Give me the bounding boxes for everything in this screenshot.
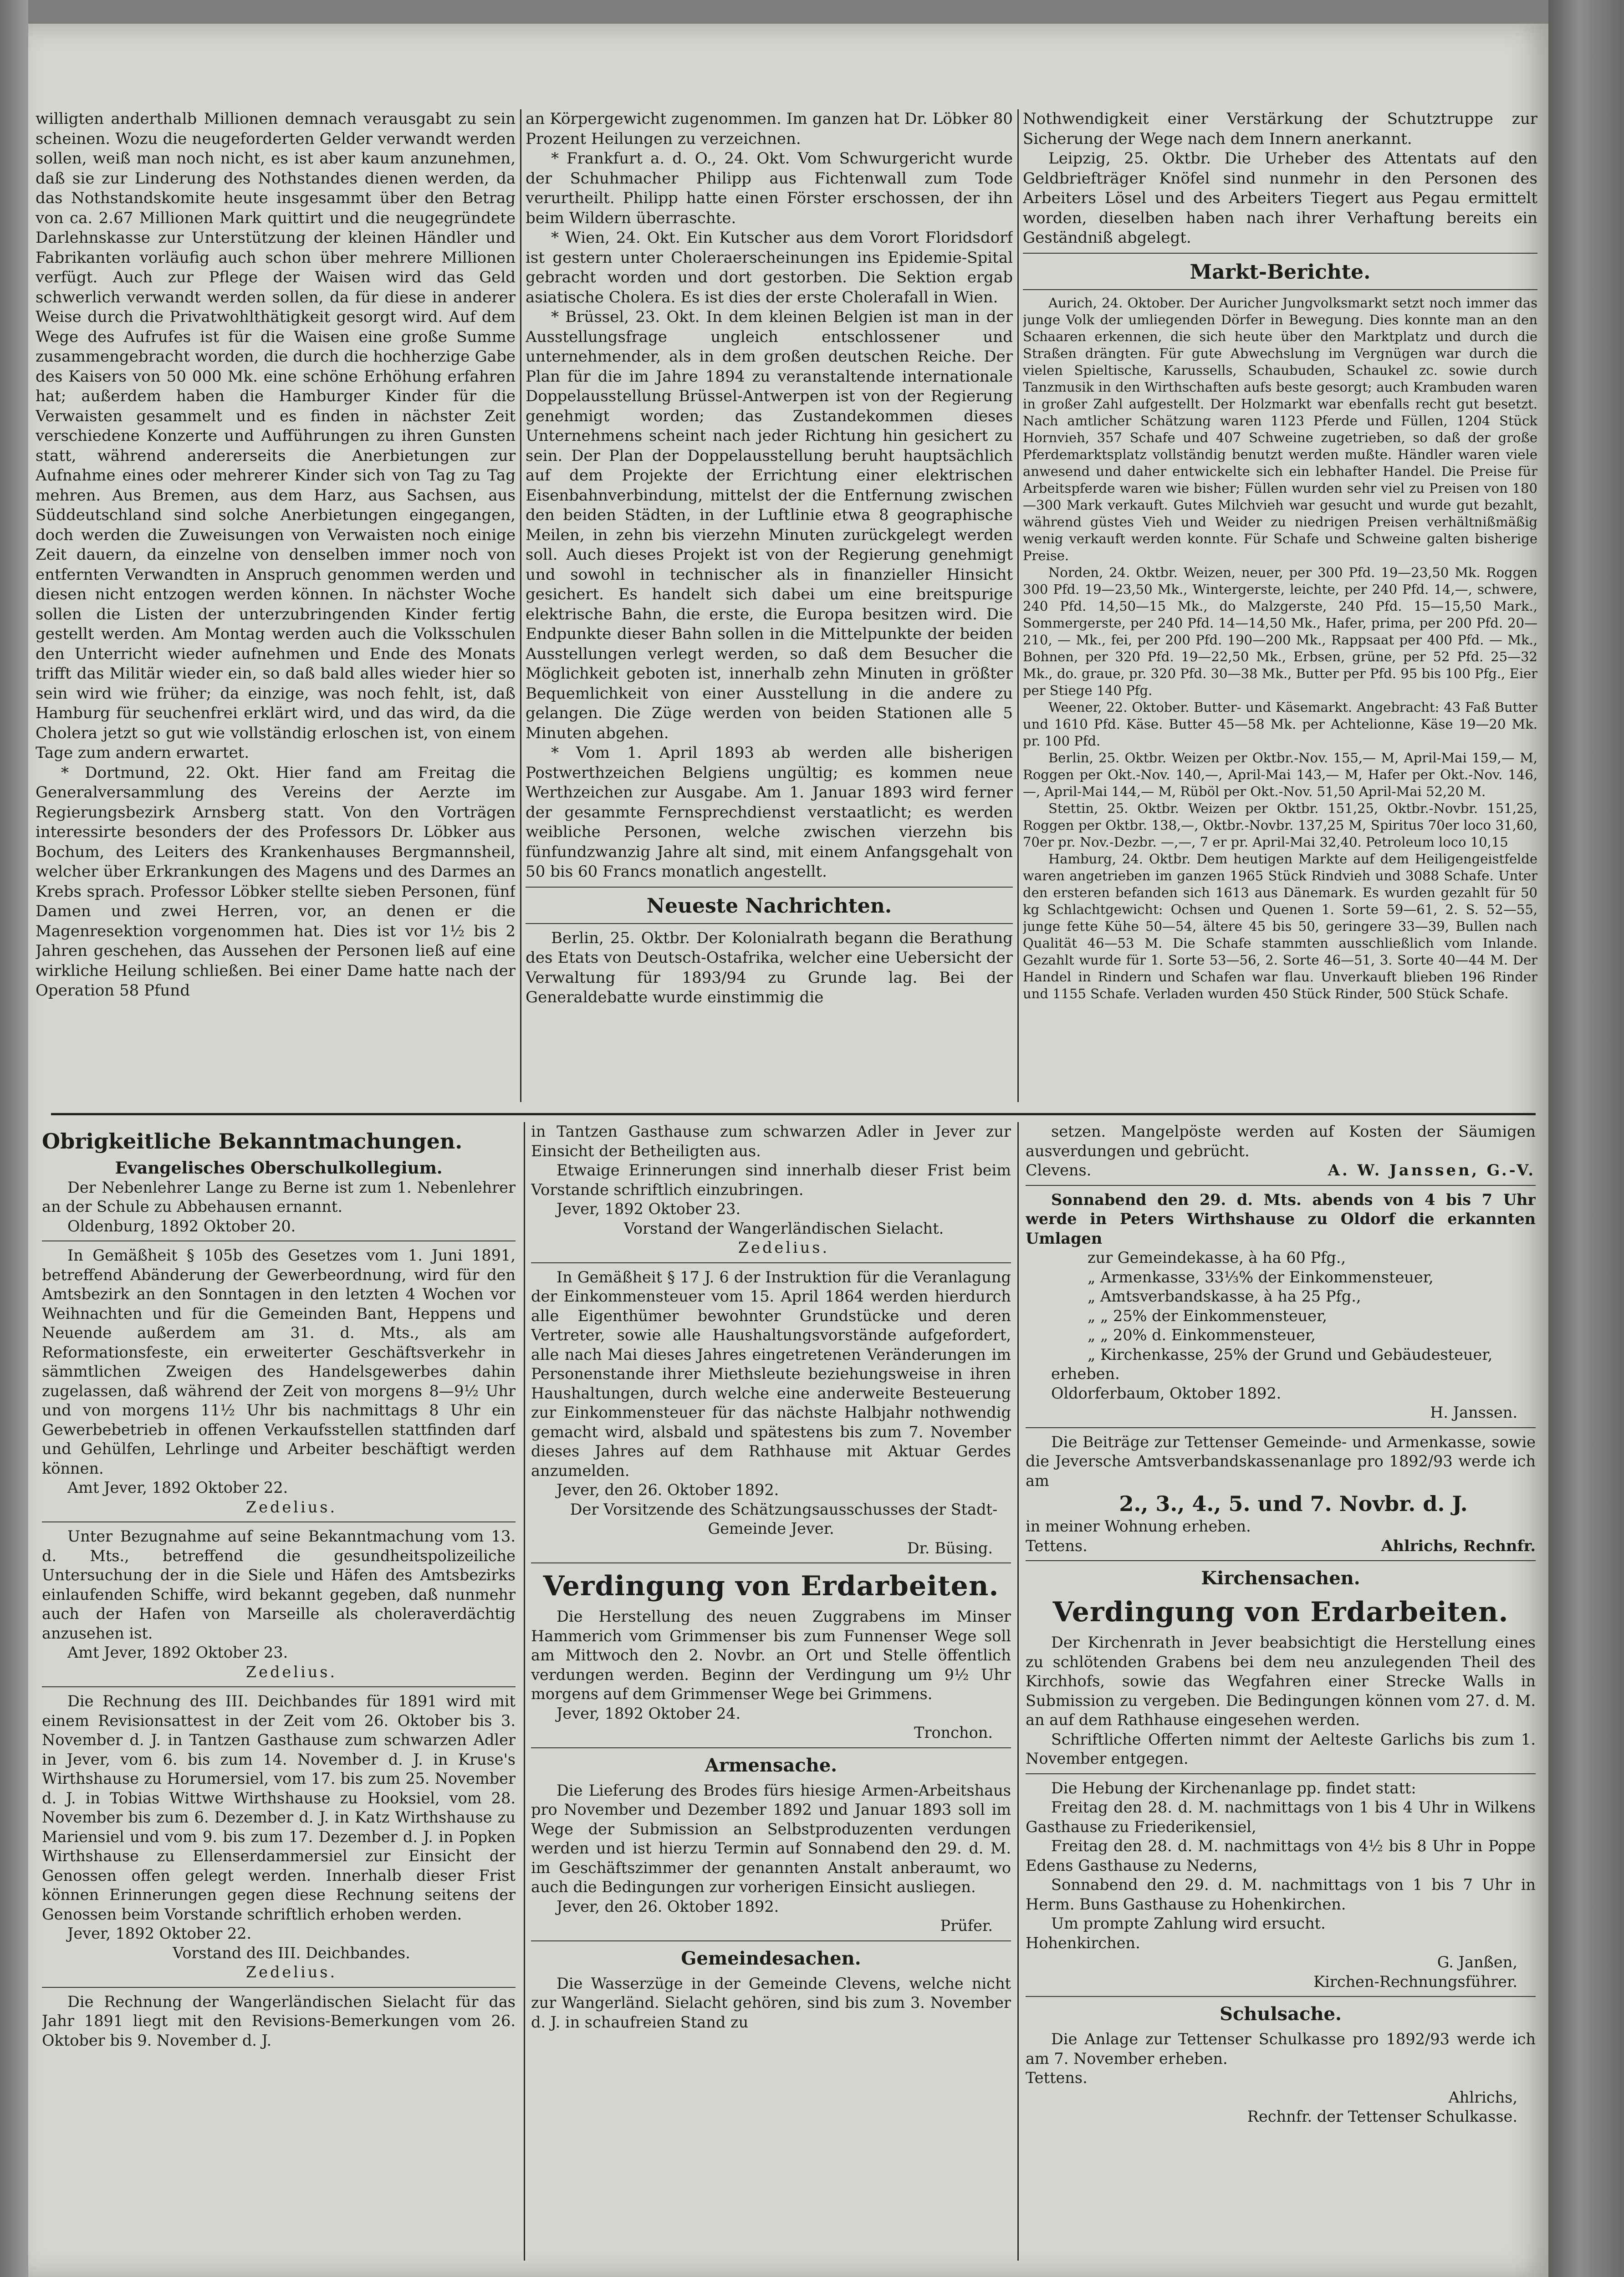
notice-rule <box>1026 1996 1536 1997</box>
notice-rule <box>531 1262 1011 1263</box>
notice-sign-title: Rechnfr. der Tettenser Schulkasse. <box>1247 2108 1517 2125</box>
market-report: Norden, 24. Oktbr. Weizen, neuer, per 300 Pfd. 19—23,50 Mk. Roggen 300 Pfd. 19—23,50 Mk., Wintergerste, leichte, per 240 Pfd. 14,—, schwere, 240 Pfd. 14,50—15 Mk., do Malzgerste, 240 Pfd. 15—15,50 Mark., Sommergerste, per 240 Pfd. 14—14,50 Mk., Hafer, prima, per 200 Pfd. 20—210, — Mk., fei, per 200 Pfd. 190—200 Mk., Rappsaat per 400 Pfd. — Mk., Bohnen, per 320 Pfd. 19—22,50 Mk., Erbsen, grüne, per 52 Pfd. 25—32 Mk., do. graue, pr. 320 Pfd. 30—38 Mk., Butter per Pfd. 95 bis 100 Pfg., Eier per Stiege 140 Pfg. <box>1023 564 1537 698</box>
notice-text: In Gemäßheit § 17 J. 6 der Instruktion für die Veranlagung der Einkommensteuer vom 15. April 1864 werden hierdurch alle Eigenthümer bewohnter Grundstücke und deren Vertreter, sowie alle Haushaltungsvorstände aufgefordert, alle nach Mai dieses Jahres eingetretenen Veränderungen im Personenstande ihrer Miethsleute beziehungsweise in ihren Haushaltungen, durch welche eine anderweite Besteuerung zur Einkommensteuer für das nächste Halbjahr nothwendig gemacht wird, alsbald und spätestens bis zum 7. November dieses Jahres auf dem Rathhause mit Aktuar Gerdes anzumelden. <box>531 1268 1011 1480</box>
column-1 <box>36 109 516 1100</box>
notice-text: Der Nebenlehrer Lange zu Berne ist zum 1. Nebenlehrer an der Schule zu Abbehausen ernannt. <box>42 1178 516 1215</box>
notice-text: Die Wasserzüge in der Gemeinde Clevens, welche nicht zur Wangerländ. Sielacht gehören, sind bis zum 3. November d. J. in schaufreien Stand zu <box>531 1974 1011 2031</box>
notice-text: Sonnabend den 29. d. Mts. abends von 4 bis 7 Uhr werde in Peters Wirthshause zu Oldorf die erkannten Umlagen <box>1026 1190 1536 1247</box>
notice-date: Jever, den 26. Oktober 1892. <box>557 1481 779 1499</box>
section-divider <box>51 1113 1536 1115</box>
notices-column-3 <box>1026 1122 1536 2261</box>
column-rule <box>520 109 521 1102</box>
notice-rule <box>42 1686 516 1687</box>
col2-paragraph: * Wien, 24. Okt. Ein Kutscher aus dem Vorort Floridsdorf ist gestern unter Cholerаerscheinungen ins Epidemie-Spital gebracht worden und dort gestorben. Die Sektion ergab asiatische Cholera. Es ist dies der erste Cholerafall in Wien. <box>526 229 1013 306</box>
market-report: Weener, 22. Oktober. Butter- und Käsemarkt. Angebracht: 43 Faß Butter und 1610 Pfd. Käse. Butter 45—58 Mk. per Achtelionne, Käse 19—20 Mk. pr. 100 Pfd. <box>1023 699 1537 749</box>
notice-sign: Prüfer. <box>940 1917 993 1935</box>
notice-sign: A. W. Janssen, G.-V. <box>1328 1161 1536 1179</box>
notice-sign: Tronchon. <box>914 1724 993 1741</box>
notice-header: Evangelisches Oberschulkollegium. <box>115 1159 443 1178</box>
levy-item: zur Gemeindekasse, à ha 60 Pfg., <box>1088 1249 1346 1266</box>
market-report: Stettin, 25. Oktbr. Weizen per Oktbr. 151,25, Oktbr.-Novbr. 151,25, Roggen per Oktbr. 138,—, Oktbr.-Novbr. 137,25 M, Spiritus 70er loco 31,60, 70er pr. Nov.-Dezbr. —,—, 7 er pr. April-Mai 32,40. Petroleum loco 10,15 <box>1023 800 1537 850</box>
notice-rule <box>531 1747 1011 1748</box>
collection-item: Freitag den 28. d. M. nachmittags von 4½ bis 8 Uhr in Poppe Edens Gasthause zu Nederns, <box>1026 1837 1536 1874</box>
notice-date: Jever, 1892 Oktober 24. <box>557 1704 741 1722</box>
section-rule <box>1023 289 1537 290</box>
section-rule <box>526 923 1013 924</box>
notice-date: Oldenburg, 1892 Oktober 20. <box>67 1217 296 1235</box>
notice-text: Die Rechnung des III. Deichbandes für 1891 wird mit einem Revisionsattest in der Zeit vom 26. Oktober bis 3. November d. J. in Tantzen Gasthause zum schwarzen Adler in Jever, vom 6. bis zum 14. November d. J. in Kruse's Wirthshause zu Horumersiel, vom 17. bis zum 25. November d. J. in Tobias Wittwe Wirthshause zu Hooksiel, vom 28. November bis zum 6. Dezember d. J. in Katz Wirthshause zu Mariensiel und vom 9. bis zum 17. Dezember d. J. in Popken Wirthshause zu Ellenserdammersiel zur Einsicht der Genossen offen gelegt werden. Innerhalb dieser Frist können Erinnerungen gegen diese Rechnung seitens der Genossen beim Vorstande schriftlich erhoben werden. <box>42 1692 516 1923</box>
section-rule <box>526 887 1013 888</box>
notice-rule <box>42 1987 516 1988</box>
column-rule <box>1017 109 1019 1102</box>
section-title-verdingung: Verdingung von Erdarbeiten. <box>543 1570 999 1602</box>
notice-rule <box>1026 1185 1536 1186</box>
market-report: Berlin, 25. Oktbr. Weizen per Oktbr.-Nov. 155,— M, April-Mai 159,— M, Roggen per Okt.-Nov. 140,—, April-Mai 143,— M, Hafer per Okt.-Nov. 146,—, April-Mai 144,— M, Rüböl per Okt.-Nov. 51,50 April-Mai 52,20 M. <box>1023 750 1537 799</box>
notice-date: Amt Jever, 1892 Oktober 23. <box>67 1644 288 1661</box>
notice-rule <box>531 1940 1011 1941</box>
col1-paragraph: willigten anderthalb Millionen demnach verausgabt zu sein scheinen. Wozu die neugeforderten Gelder verwandt werden sollen, weiß man noch nicht, es ist aber kaum anzunehmen, daß sie zur Linderung des Nothstandes dienen werden, da das Nothstandskomite heute insgesammt über den Betrag von ca. 2.67 Millionen Mark quittirt und die neugegründete Darlehnskasse zur Unterstützung der kleinen Händler und Fabrikanten vorläufig auch schon über mehrere Millionen verfügt. Auch zur Pflege der Waisen wird das Geld schwerlich verwandt werden sollen, da für diese in anderer Weise durch die Privatwohlthätigkeit gesorgt wird. Auf dem Wege des Aufrufes ist für die Waisen eine große Summe zusammengebracht worden, die durch die hochherzige Gabe des Kaisers von 50 000 Mk. eine schöne Erhöhung erfahren hat; außerdem haben die Hamburger Kinder für die Verwaisten gesammelt und es finden in nächster Zeit verschiedene Konzerte und Aufführungen zu ihren Gunsten statt, während andererseits die Anerbietungen zur Aufnahme eines oder mehrerer Kinder sich von Tag zu Tag mehren. Aus Bremen, aus dem Harz, aus Sachsen, aus Süddeutschland sind solche Anerbietungen eingegangen, doch werden die Zuweisungen von Verwaisten noch einige Zeit dauern, da einzelne von denselben immer noch von entfernten Verwandten in Anspruch genommen werden und diesen nicht entzogen werden können. In nächster Woche sollen die Listen der unterzubringenden Kinder fertig gestellt werden. Am Montag werden auch die Volksschulen den Unterricht wieder aufnehmen und Ende des Monats trifft das Militär wieder ein, so daß bald alles wieder hier so sein wird wie früher; da einzige, was noch fehlt, ist, daß Hamburg für seuchenfrei erklärt wird, und das wird, da die Cholera jetzt so gut wie vollständig erloschen ist, von einem Tage zum andern erwartet. <box>36 110 516 762</box>
levy-item: „ „ 20% d. Einkommensteuer, <box>1088 1326 1316 1344</box>
notice-text: Etwaige Erinnerungen sind innerhalb dieser Frist beim Vorstande schriftlich einzubringen. <box>531 1161 1011 1199</box>
notice-place: Tettens. <box>1026 1537 1088 1555</box>
col1-paragraph: * Dortmund, 22. Okt. Hier fand am Freitag die Generalversammlung des Vereins der Aerzte im Regierungsbezirk Arnsberg statt. Von den Vorträgen interessirte besonders der des Professors Dr. Löbker aus Bochum, des Leiters des Krankenhauses Bergmannsheil, welcher über Erkrankungen des Magens und des Darmes an Krebs sprach. Professor Löbker stellte sieben Personen, fünf Damen und zwei Herren, vor, an denen er die Magenresektion vorgenommen hat. Dies ist vor 1½ bis 2 Jahren geschehen, das Aussehen der Personen ließ auf eine wirkliche Heilung schließen. Bei einer Dame hatte nach der Operation 58 Pfund <box>36 763 516 1000</box>
levy-item: „ Amtsverbandskasse, à ha 25 Pfg., <box>1088 1287 1361 1305</box>
collection-dates: 2., 3., 4., 5. und 7. Novbr. d. J. <box>1119 1491 1468 1516</box>
notice-sign: G. Janßen, <box>1437 1953 1517 1971</box>
column-3 <box>1023 109 1537 1100</box>
notices-column-1 <box>42 1122 516 2261</box>
notice-text: in Tantzen Gasthause zum schwarzen Adler in Jever zur Einsicht der Betheiligten aus. <box>531 1123 1011 1160</box>
notice-signature-line <box>1026 1537 1536 1556</box>
section-title-schul: Schulsache. <box>1220 2003 1342 2025</box>
notice-sign: Zedelius. <box>245 1963 337 1981</box>
market-report: Aurich, 24. Oktober. Der Auricher Jungvolksmarkt setzt noch immer das junge Volk der umliegenden Dörfer in Bewegung. Dies konnte man an den Schaaren erkennen, die sich heute über den Marktplatz und durch die Straßen drängten. Für gute Abwechslung im Vergnügen war durch die vielen Spieltische, Karussells, Schaubuden, Schaukel zc. sowie durch Tanzmusik in den Wirthschaften aufs beste gesorgt; auch Krambuden waren in großer Zahl aufgestellt. Der Holzmarkt war ebenfalls recht gut besetzt. Nach amtlicher Schätzung waren 1123 Pferde und Füllen, 1204 Stück Hornvieh, 357 Schafe und 407 Schweine zugetrieben, so daß der große Pferdemarktsplatz vollständig benutzt werden mußte. Händler waren viele anwesend und daher entwickelte sich ein lebhafter Handel. Die Preise für Arbeitspferde waren wie bisher; Füllen wurden sehr viel zu Preisen von 180—300 Mark verkauft. Gutes Milchvieh war gesucht und wurde gut bezahlt, während güstes Vieh und Weider zu niedrigen Preisen verhältnißmäßig wenig verkauft werden konnte. Für Schafe und Schweine galten bisherige Preise. <box>1023 295 1537 563</box>
notice-sign: Zedelius. <box>245 1663 337 1681</box>
section-title-markt: Markt-Berichte. <box>1190 260 1371 284</box>
levy-item: „ „ 25% der Einkommensteuer, <box>1088 1307 1328 1325</box>
collection-item: Freitag den 28. d. M. nachmittags von 1 bis 4 Uhr in Wilkens Gasthause zu Friederikensiel, <box>1026 1798 1536 1836</box>
notice-rule <box>1026 1427 1536 1428</box>
notice-rule <box>42 1521 516 1522</box>
section-rule <box>1023 253 1537 254</box>
notice-place: Tettens. <box>1026 2069 1088 2087</box>
notice-sign: Ahlrichs, <box>1448 2088 1517 2106</box>
notice-text: Die Herstellung des neuen Zuggrabens im Minser Hammerich vom Grimmenser bis zum Funnenser Wege soll am Mittwoch den 2. Novbr. an Ort und Stelle öffentlich verdungen werden. Beginn der Verdingung um 9½ Uhr morgens auf dem Grimmenser Wege bei Grimmens. <box>531 1608 1011 1703</box>
notice-text: in meiner Wohnung erheben. <box>1026 1517 1251 1535</box>
levy-item: „ Kirchenkasse, 25% der Grund und Gebäudesteuer, <box>1088 1345 1493 1363</box>
page-left-edge <box>0 0 28 2277</box>
column-2 <box>526 109 1013 1100</box>
notice-date: Jever, 1892 Oktober 22. <box>67 1925 252 1942</box>
notice-sign: Zedelius. <box>738 1239 830 1256</box>
notice-date: Jever, den 26. Oktober 1892. <box>557 1897 779 1915</box>
notice-rule <box>531 1562 1011 1563</box>
notice-text: setzen. Mangelpöste werden auf Kosten der Säumigen ausverdungen und gebrücht. <box>1026 1123 1536 1160</box>
notice-date: Jever, 1892 Oktober 23. <box>557 1200 741 1218</box>
collection-item: Sonnabend den 29. d. M. nachmittags von 1 bis 7 Uhr in Herm. Buns Gasthause zu Hohenkirchen. <box>1026 1876 1536 1913</box>
column-rule <box>524 1122 525 2261</box>
notice-sign: Zedelius. <box>245 1498 337 1516</box>
col2-paragraph: Berlin, 25. Oktbr. Der Kolonialrath begann die Berathung des Etats von Deutsch-Ostafrika, welcher eine Uebersicht der Verwaltung für 1893/94 zu Grunde lag. Bei der Generaldebatte wurde einstimmig die <box>526 929 1013 1006</box>
col2-paragraph: * Brüssel, 23. Okt. In dem kleinen Belgien ist man in der Ausstellungsfrage ungleich entschlossener und unternehmender, als in dem großen deutschen Reiche. Der Plan für die im Jahre 1894 zu veranstaltende internationale Doppelausstellung Brüssel-Antwerpen ist von der Regierung genehmigt worden; das Zustandekommen dieses Unternehmens scheint nach jeder Richtung hin gesichert zu sein. Der Plan der Doppelausstellung beruht hauptsächlich auf dem Projekte der Errichtung einer elektrischen Eisenbahnverbindung, mittelst der die Entfernung zwischen den beiden Städten, in der Luftlinie etwa 8 geographische Meilen, in zehn bis vierzehn Minuten zurückgelegt werden soll. Auch dieses Projekt ist von der Regierung genehmigt und sowohl in technischer als in finanzieller Hinsicht gesichert. Es handelt sich dabei um eine breitspurige elektrische Bahn, die erste, die Europa besitzen wird. Die Endpunkte dieser Bahn sollen in die Mittelpunkte der beiden Ausstellungen verlegt werden, so daß dem Besucher die Möglichkeit geboten ist, innerhalb zehn Minuten in größter Bequemlichkeit von einer Ausstellung in die andere zu gelangen. Die Züge werden von beiden Stationen alle 5 Minuten abgehen. <box>526 308 1013 742</box>
notice-date: Oldorferbaum, Oktober 1892. <box>1051 1384 1282 1402</box>
col3-paragraph: Nothwendigkeit einer Verstärkung der Schutztruppe zur Sicherung der Wege nach dem Innern anerkannt. <box>1023 110 1537 148</box>
notice-text: Die Anlage zur Tettenser Schulkasse pro 1892/93 werde ich am 7. November erheben. <box>1026 2030 1536 2068</box>
notice-rule <box>1026 1773 1536 1774</box>
col2-paragraph: * Vom 1. April 1893 ab werden alle bisherigen Postwerthzeichen Belgiens ungültig; es kommen neue Werthzeichen zur Ausgabe. Am 1. Januar 1893 wird ferner der gesammte Fernsprechdienst verstaatlicht; es werden weibliche Personen, welche zwischen vierzehn bis fünfundzwanzig Jahre alt sind, mit einem Anfangsgehalt von 50 bis 60 Francs monatlich angestellt. <box>526 744 1013 881</box>
notice-date: Amt Jever, 1892 Oktober 22. <box>67 1479 288 1496</box>
notice-place: Hohenkirchen. <box>1026 1934 1140 1952</box>
notice-text: Die Lieferung des Brodes fürs hiesige Armen-Arbeitshaus pro November und Dezember 1892 und Januar 1893 soll im Wege der Submission an Selbstproduzenten verdungen werden und ist hierzu Termin auf Sonnabend den 29. d. M. im Geschäftszimmer der genannten Anstalt anberaumt, wo auch die Bedingungen zur vorherigen Einsicht ausliegen. <box>531 1781 1011 1896</box>
section-title-kirchen: Kirchensachen. <box>1201 1567 1360 1589</box>
notice-text: Schriftliche Offerten nimmt der Aelteste Garlichs bis zum 1. November entgegen. <box>1026 1730 1536 1767</box>
section-title-gemeinde: Gemeindesachen. <box>681 1947 861 1969</box>
notice-org: Der Vorsitzende des Schätzungsausschusses der Stadt-Gemeinde Jever. <box>570 1500 998 1537</box>
col2-paragraph: an Körpergewicht zugenommen. Im ganzen hat Dr. Löbker 80 Prozent Heilungen zu verzeichnen. <box>526 110 1013 148</box>
col3-paragraph: Leipzig, 25. Oktbr. Die Urheber des Attentats auf den Geldbriefträger Knöfel sind nunmehr in den Personen des Arbeiters Lösel und des Arbeiters Tiegert aus Pegau ermittelt worden, dieselben haben nach ihrer Verhaftung bereits ein Geständniß abgelegt. <box>1023 149 1537 247</box>
market-report: Hamburg, 24. Oktbr. Dem heutigen Markte auf dem Heiligengeistfelde waren angetrieben im ganzen 1965 Stück Rindvieh und 3088 Schafe. Unter den ersteren befanden sich 1613 aus Dänemark. Es wurden gezahlt für 50 kg Schlachtgewicht: Ochsen und Quenen 1. Sorte 59—61, 2. S. 52—55, junge fette Kühe 50—54, ältere 45 bis 50, geringere 33—39, Bullen nach Qualität 46—53 M. Die Schafe stammten ausschließlich vom Inlande. Gezahlt wurde für 1. Sorte 53—56, 2. Sorte 46—51, 3. Sorte 40—44 M. Der Handel in Rindern und Schafen war flau. Unverkauft blieben 196 Rinder und 1155 Schafe. Verladen wurden 450 Stück Rinder, 500 Stück Schafe. <box>1023 851 1537 1001</box>
newspaper-page <box>28 24 1548 2277</box>
notices-column-2 <box>531 1122 1011 2261</box>
notice-text: Die Rechnung der Wangerländischen Sielacht für das Jahr 1891 liegt mit den Revisions-Bemerkungen vom 26. Oktober bis 9. November d. J. <box>42 1992 516 2049</box>
book-binding <box>1548 0 1624 2277</box>
levy-item: „ Armenkasse, 33⅓% der Einkommensteuer, <box>1088 1268 1434 1286</box>
notice-text: Die Beiträge zur Tettenser Gemeinde- und Armenkasse, sowie die Jeversche Amtsverbandskassenanlage pro 1892/93 werde ich am <box>1026 1433 1536 1490</box>
notice-org: Vorstand des III. Deichbandes. <box>173 1944 410 1962</box>
notice-sign-title: Kirchen-Rechnungsführer. <box>1313 1972 1517 1991</box>
section-title-armen: Armensache. <box>705 1754 838 1776</box>
notice-text: In Gemäßheit § 105b des Gesetzes vom 1. Juni 1891, betreffend Abänderung der Gewerbeordnung, wird für den Amtsbezirk an den Sonntagen in den letzten 4 Wochen vor Weihnachten und für die Gemeinden Bant, Heppens und Neuende außerdem am 31. d. Mts., als am Reformationsfeste, ein erweiterter Geschäftsverkehr in sämmtlichen Zweigen des Handelsgewerbes dahin zugelassen, daß während der Zeit von morgens 8—9½ Uhr und von morgens 11½ Uhr bis nachmittags 8 Uhr ein Gewerbebetrieb in offenen Verkaufsstellen stattfinden darf und Gehülfen, Lehrlinge und Arbeiter beschäftigt werden können. <box>42 1246 516 1477</box>
notice-org: Vorstand der Wangerländischen Sielacht. <box>623 1219 944 1237</box>
col2-paragraph: * Frankfurt a. d. O., 24. Okt. Vom Schwurgericht wurde der Schuhmacher Philipp aus Fichtenwall zum Tode verurtheilt. Philipp hatte einen Förster erschossen, der ihn beim Wildern überraschte. <box>526 149 1013 227</box>
section-title-obrig: Obrigkeitliche Bekanntmachungen. <box>42 1129 463 1154</box>
section-title-neueste: Neueste Nachrichten. <box>646 894 892 918</box>
notice-text: Die Hebung der Kirchenanlage pp. findet statt: <box>1051 1779 1416 1797</box>
notice-sign: Dr. Büsing. <box>907 1539 993 1557</box>
notice-text: Der Kirchenrath in Jever beabsichtigt die Herstellung eines zu schlötenden Grabens bei dem neu anzulegenden Theil des Kirchhofs, sowie das Wegfahren einer Strecke Walls in Submission zu vergeben. Die Bedingungen können vom 27. d. M. an auf dem Rathhause eingesehen werden. <box>1026 1634 1536 1729</box>
notice-text: Um prompte Zahlung wird ersucht. <box>1051 1915 1326 1932</box>
notice-place: Clevens. <box>1026 1161 1092 1179</box>
column-rule <box>1017 1122 1019 2261</box>
notice-rule <box>1026 1560 1536 1561</box>
notice-sign: H. Janssen. <box>1430 1404 1517 1421</box>
notice-sign: Ahlrichs, Rechnfr. <box>1381 1537 1536 1555</box>
notice-text: Unter Bezugnahme auf seine Bekanntmachung vom 13. d. Mts., betreffend die gesundheitspolizeiliche Untersuchung der in die Siele und Häfen des Amtsbezirks einlaufenden Schiffe, wird bekannt gegeben, daß nunmehr auch der Hafen von Marseille als choleraverdächtig anzusehen ist. <box>42 1527 516 1642</box>
section-title-verdingung-2: Verdingung von Erdarbeiten. <box>1052 1596 1509 1628</box>
notice-text: erheben. <box>1051 1365 1120 1383</box>
notice-signature-line <box>1026 1161 1536 1180</box>
